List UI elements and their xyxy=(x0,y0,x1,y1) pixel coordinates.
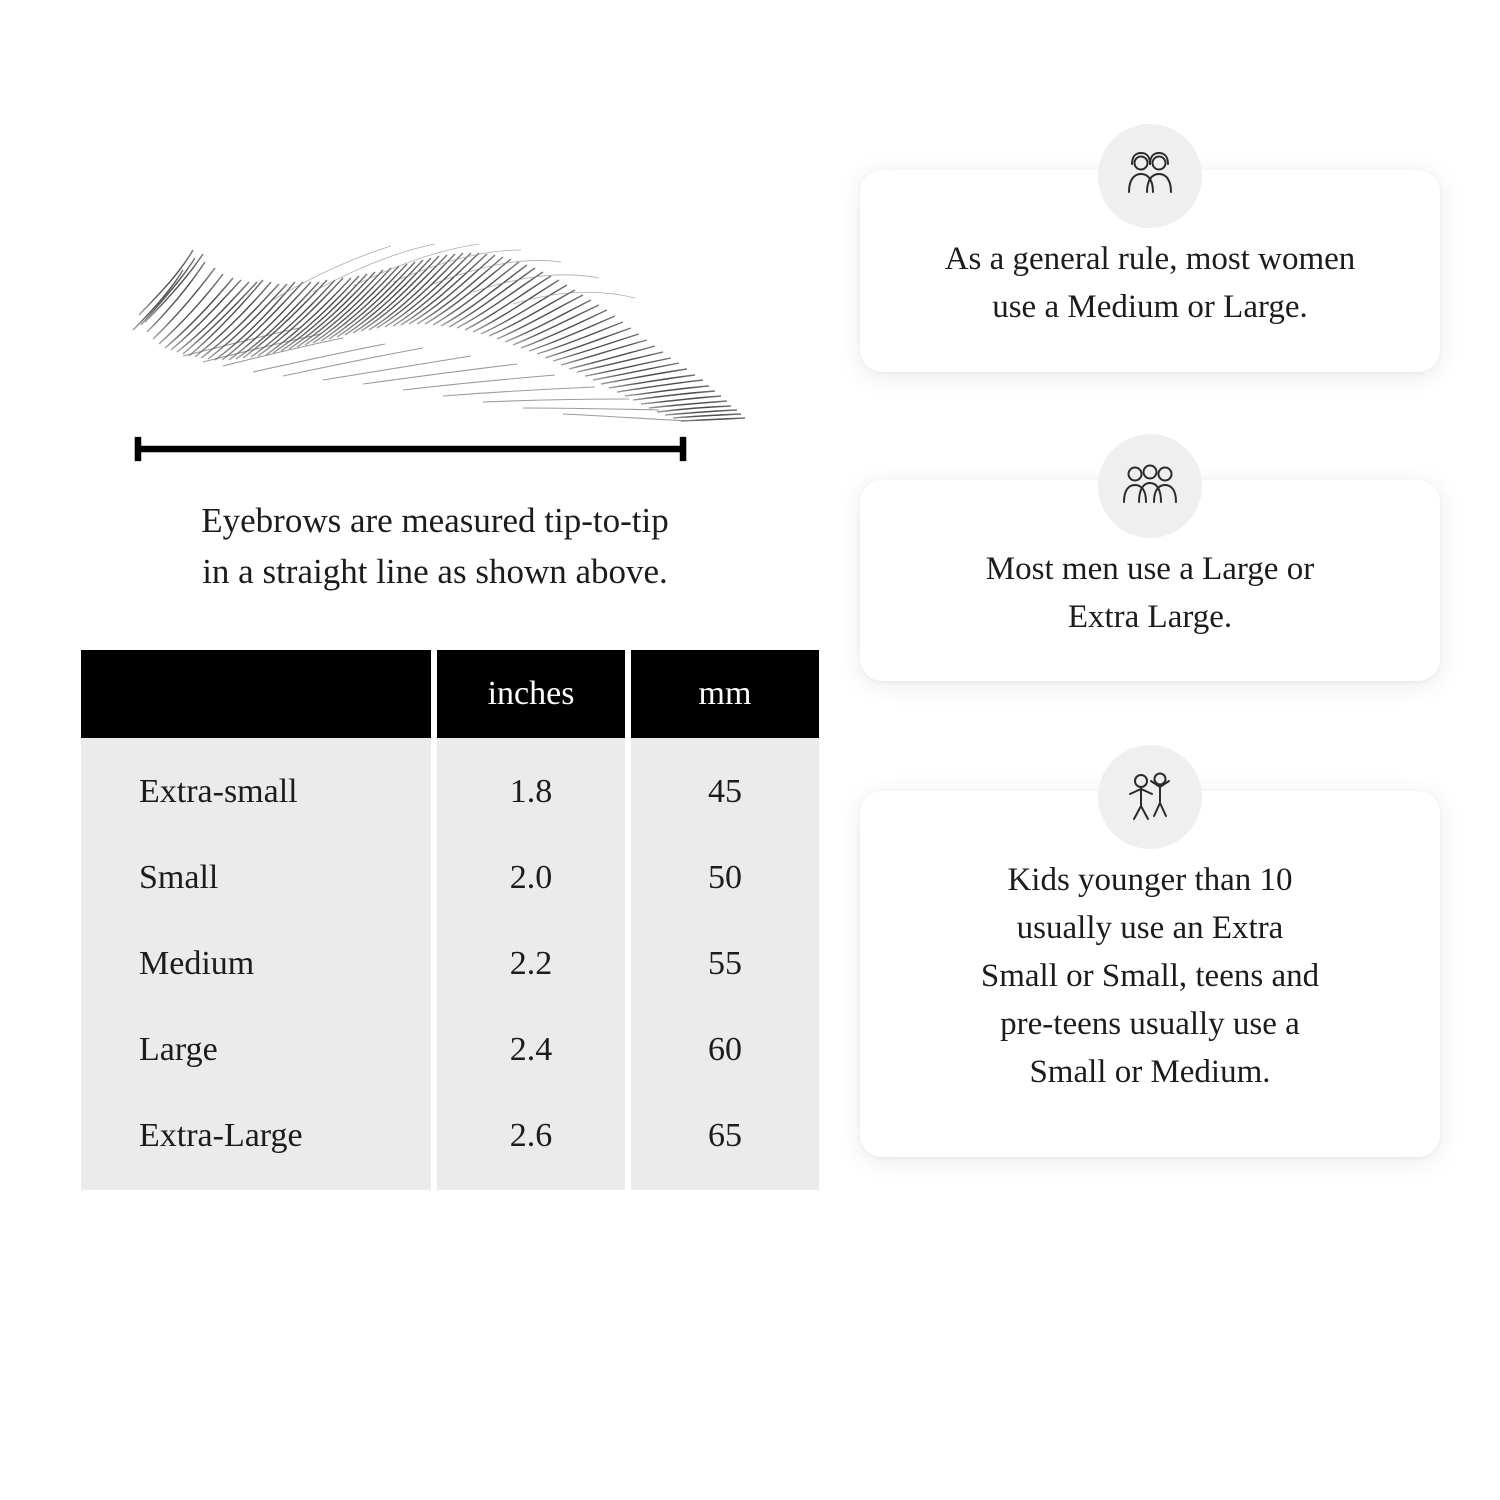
cell-mm: 50 xyxy=(631,835,819,921)
cell-inches: 1.8 xyxy=(437,738,625,835)
table-row xyxy=(81,1093,819,1190)
table-row xyxy=(81,738,819,835)
cell-size: Medium xyxy=(81,921,431,1007)
three-men-icon-glyph xyxy=(1119,460,1181,512)
cell-inches: 2.0 xyxy=(437,835,625,921)
right-column xyxy=(860,150,1440,1235)
card-line-1: Kids younger than 10 xyxy=(1007,862,1293,899)
eyebrow-figure xyxy=(123,150,763,480)
eyebrow-illustration xyxy=(123,150,763,450)
caption-line-1: Eyebrows are measured tip-to-tip xyxy=(201,501,669,540)
two-women-icon-glyph xyxy=(1120,150,1180,202)
info-card-men xyxy=(860,480,1440,682)
card-line-5: Small or Medium. xyxy=(1029,1053,1271,1090)
card-line-2: usually use an Extra xyxy=(1016,910,1284,947)
table-header-row xyxy=(81,650,819,738)
cell-mm: 65 xyxy=(631,1093,819,1190)
cell-mm: 60 xyxy=(631,1007,819,1093)
kids-icon-glyph xyxy=(1121,770,1179,824)
table-row xyxy=(81,835,819,921)
cell-inches: 2.2 xyxy=(437,921,625,1007)
tip-to-tip-measure-line xyxy=(123,435,698,463)
two-women-icon xyxy=(1098,124,1202,228)
column-header-size xyxy=(81,650,431,738)
cell-mm: 55 xyxy=(631,921,819,1007)
caption-line-2: in a straight line as shown above. xyxy=(202,551,668,591)
card-line-3: Small or Small, teens and xyxy=(980,958,1320,995)
kids-icon xyxy=(1098,745,1202,849)
card-line-1: As a general rule, most women xyxy=(944,241,1356,277)
info-card-women xyxy=(860,170,1440,372)
table-row xyxy=(81,1007,819,1093)
table-row xyxy=(81,921,819,1007)
card-line-2: use a Medium or Large. xyxy=(992,288,1308,325)
card-line-4: pre-teens usually use a xyxy=(1000,1005,1300,1042)
cell-mm: 45 xyxy=(631,738,819,835)
info-card-kids xyxy=(860,791,1440,1156)
size-chart-table xyxy=(75,650,825,1190)
cell-inches: 2.4 xyxy=(437,1007,625,1093)
table-body xyxy=(81,738,819,1190)
cell-size: Small xyxy=(81,835,431,921)
figure-caption xyxy=(85,496,785,598)
cell-inches: 2.6 xyxy=(437,1093,625,1190)
table-header xyxy=(81,650,819,738)
cell-size: Extra-Large xyxy=(81,1093,431,1190)
three-men-icon xyxy=(1098,434,1202,538)
column-header-mm: mm xyxy=(631,650,819,738)
cell-size: Extra-small xyxy=(81,738,431,835)
cell-size: Large xyxy=(81,1007,431,1093)
left-column xyxy=(75,150,795,1190)
card-line-1: Most men use a Large or xyxy=(985,550,1315,587)
column-header-inches: inches xyxy=(437,650,625,738)
card-line-2: Extra Large. xyxy=(1067,598,1233,635)
